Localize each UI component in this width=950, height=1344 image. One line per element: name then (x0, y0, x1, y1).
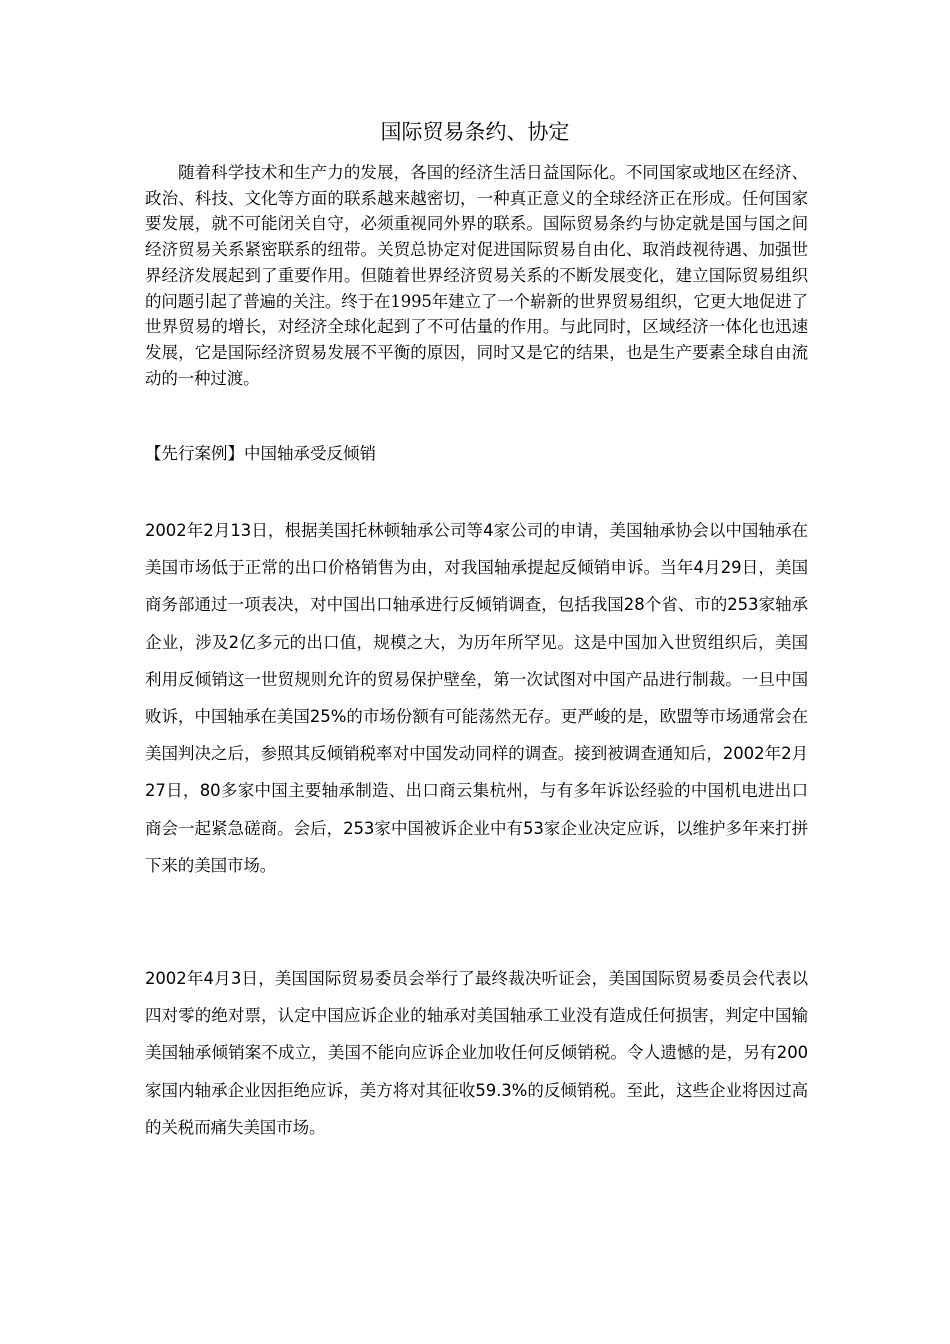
case-paragraph: 2002年2月13日，根据美国托林顿轴承公司等4家公司的申请，美国轴承协会以中国轴承在美国市场低于正常的出口价格销售为由，对我国轴承提起反倾销申诉。当年4月29日，美国商务部通过一项表决，对中国出口轴承进行反倾销调查，包括我国28个省、市的253家轴承企业，涉及2亿多元的出口值，规模之大，为历年所罕见。这是中国加入世贸组织后，美国利用反倾销这一世贸规则允许的贸易保护壁垒，第一次试图对中国产品进行制裁。一旦中国败诉，中国轴承在美国25%的市场份额有可能荡然无存。更严峻的是，欧盟等市场通常会在美国判决之后，参照其反倾销税率对中国发动同样的调查。接到被调查通知后，2002年2月27日，80多家中国主要轴承制造、出口商云集杭州，与有多年诉讼经验的中国机电进出口商会一起紧急磋商。会后，253家中国被诉企业中有53家企业决定应诉，以维护多年来打拼下来的美国市场。 (145, 521, 808, 875)
case-heading: 【先行案例】中国轴承受反倾销 (145, 444, 376, 463)
document-title: 国际贸易条约、协定 (380, 120, 570, 144)
case-paragraph: 2002年4月3日，美国国际贸易委员会举行了最终裁决听证会，美国国际贸易委员会代表以四对零的绝对票，认定中国应诉企业的轴承对美国轴承工业没有造成任何损害，判定中国输美国轴承倾销案不成立，美国不能向应诉企业加收任何反倾销税。令人遗憾的是，另有200家国内轴承企业因拒绝应诉，美方将对其征收59.3%的反倾销税。至此，这些企业将因过高的关税而痛失美国市场。 (145, 969, 808, 1137)
intro-paragraph: 随着科学技术和生产力的发展，各国的经济生活日益国际化。不同国家或地区在经济、政治、科技、文化等方面的联系越来越密切，一种真正意义的全球经济正在形成。任何国家要发展，就不可能闭关自守，必须重视同外界的联系。国际贸易条约与协定就是国与国之间经济贸易关系紧密联系的纽带。关贸总协定对促进国际贸易自由化、取消歧视待遇、加强世界经济发展起到了重要作用。但随着世界经济贸易关系的不断发展变化，建立国际贸易组织的问题引起了普遍的关注。终于在1995年建立了一个崭新的世界贸易组织，它更大地促进了世界贸易的增长，对经济全球化起到了不可估量的作用。与此同时，区域经济一体化也迅速发展，它是国际经济贸易发展不平衡的原因，同时又是它的结果，也是生产要素全球自由流动的一种过渡。 (145, 163, 808, 388)
